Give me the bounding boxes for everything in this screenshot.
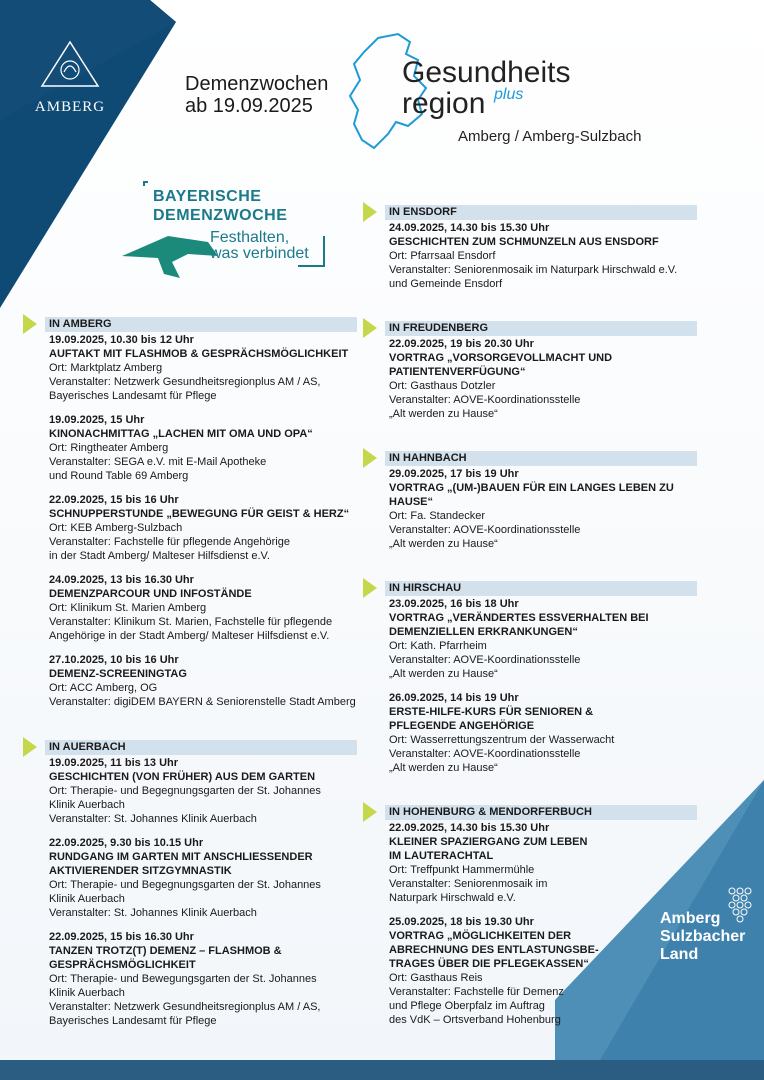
gr-subtitle: Amberg / Amberg-Sulzbach bbox=[458, 128, 642, 145]
event-title: KINONACHMITTAG „LACHEN MIT OMA UND OPA“ bbox=[49, 428, 313, 440]
event-title: ABRECHNUNG DES ENTLASTUNGSBE- bbox=[389, 944, 599, 956]
event-date: 25.09.2025, 18 bis 19.30 Uhr bbox=[389, 916, 534, 928]
event-date: 24.09.2025, 13 bis 16.30 Uhr bbox=[49, 574, 194, 586]
event-detail: Veranstalter: AOVE-Koordinationsstelle bbox=[389, 748, 581, 760]
event-item bbox=[385, 597, 697, 681]
event-detail: Angehörige in der Stadt Amberg/ Malteser Hilfsdienst e.V. bbox=[49, 630, 330, 642]
event-detail: „Alt werden zu Hause“ bbox=[389, 762, 498, 774]
event-detail: Ort: Treffpunkt Hammermühle bbox=[389, 864, 535, 876]
event-date: 19.09.2025, 10.30 bis 12 Uhr bbox=[49, 334, 194, 346]
event-title: PATIENTENVERFÜGUNG“ bbox=[389, 366, 526, 378]
event-detail: Veranstalter: AOVE-Koordinationsstelle bbox=[389, 394, 581, 406]
event-title: ERSTE-HILFE-KURS FÜR SENIOREN & bbox=[389, 706, 594, 718]
amberg-city-name: AMBERG bbox=[34, 99, 106, 115]
event-item bbox=[45, 653, 357, 709]
event-detail: Klinik Auerbach bbox=[49, 893, 125, 905]
headline-line1: Demenzwochen bbox=[185, 73, 329, 95]
event-title: AUFTAKT MIT FLASHMOB & GESPRÄCHSMÖGLICHKEIT bbox=[49, 348, 349, 360]
section-heading: IN AUERBACH bbox=[45, 740, 357, 755]
event-detail: Veranstalter: Seniorenmosaik im bbox=[389, 878, 548, 890]
event-detail: des VdK – Ortsverband Hohenburg bbox=[389, 1014, 561, 1026]
event-detail: Ort: ACC Amberg, OG bbox=[49, 682, 158, 694]
dot-cluster-icon bbox=[724, 885, 754, 925]
amberg-sulzbacher-land-logo bbox=[660, 910, 745, 964]
event-detail: Ort: Ringtheater Amberg bbox=[49, 442, 169, 454]
event-title: RUNDGANG IM GARTEN MIT ANSCHLIESSENDER bbox=[49, 851, 313, 863]
event-detail: Veranstalter: Fachstelle für Demenz bbox=[389, 986, 564, 998]
event-title: IM LAUTERACHTAL bbox=[389, 850, 494, 862]
event-date: 23.09.2025, 16 bis 18 Uhr bbox=[389, 598, 519, 610]
headline bbox=[185, 73, 328, 117]
event-detail: Ort: Therapie- und Begegnungsgarten der St. Johannes bbox=[49, 785, 321, 797]
event-title: GESCHICHTEN ZUM SCHMUNZELN AUS ENSDORF bbox=[389, 236, 659, 248]
event-spacer bbox=[45, 826, 357, 835]
event-detail: Ort: Fa. Standecker bbox=[389, 510, 485, 522]
event-detail: Ort: Wasserrettungszentrum der Wasserwacht bbox=[389, 734, 615, 746]
event-detail: Veranstalter: St. Johannes Klinik Auerbach bbox=[49, 813, 257, 825]
amberg-crest-icon bbox=[40, 40, 100, 88]
event-title: VORTRAG „MÖGLICHKEITEN DER bbox=[389, 930, 572, 942]
headline-line2: ab 19.09.2025 bbox=[185, 95, 313, 117]
section-heading: IN AMBERG bbox=[45, 317, 357, 332]
gr-title-line2: region bbox=[402, 87, 486, 120]
event-title: TANZEN TROTZ(T) DEMENZ – FLASHMOB & bbox=[49, 945, 282, 957]
section-heading: IN HAHNBACH bbox=[385, 451, 697, 466]
event-date: 26.09.2025, 14 bis 19 Uhr bbox=[389, 692, 519, 704]
event-detail: Ort: Gasthaus Dotzler bbox=[389, 380, 496, 392]
event-spacer bbox=[45, 920, 357, 929]
event-detail: Veranstalter: Netzwerk Gesundheitsregionplus AM / AS, bbox=[49, 376, 321, 388]
event-section bbox=[45, 317, 357, 709]
event-spacer bbox=[45, 563, 357, 572]
event-title: KLEINER SPAZIERGANG ZUM LEBEN bbox=[389, 836, 588, 848]
event-title: PFLEGENDE ANGEHÖRIGE bbox=[389, 720, 535, 732]
section-arrow-icon bbox=[363, 202, 377, 222]
event-item bbox=[385, 467, 697, 551]
event-date: 29.09.2025, 17 bis 19 Uhr bbox=[389, 468, 519, 480]
event-item bbox=[45, 493, 357, 563]
event-detail: Veranstalter: AOVE-Koordinationsstelle bbox=[389, 524, 581, 536]
event-detail: und Round Table 69 Amberg bbox=[49, 470, 189, 482]
event-detail: Klinik Auerbach bbox=[49, 799, 125, 811]
event-title: DEMENZIELLEN ERKRANKUNGEN“ bbox=[389, 626, 578, 638]
bdw-line3: Festhalten, bbox=[210, 229, 290, 246]
event-item bbox=[45, 930, 357, 1028]
event-item bbox=[385, 915, 697, 1027]
event-date: 22.09.2025, 15 bis 16 Uhr bbox=[49, 494, 179, 506]
event-detail: Ort: Marktplatz Amberg bbox=[49, 362, 163, 374]
event-detail: und Pflege Oberpfalz im Auftrag bbox=[389, 1000, 545, 1012]
event-spacer bbox=[385, 681, 697, 690]
event-item bbox=[45, 836, 357, 920]
event-item bbox=[45, 756, 357, 826]
section-arrow-icon bbox=[363, 318, 377, 338]
event-title: VORTRAG „VERÄNDERTES ESSVERHALTEN BEI bbox=[389, 612, 649, 624]
event-item bbox=[385, 821, 697, 905]
event-section bbox=[45, 740, 357, 1028]
event-detail: Veranstalter: Netzwerk Gesundheitsregionplus AM / AS, bbox=[49, 1001, 321, 1013]
section-heading: IN HIRSCHAU bbox=[385, 581, 697, 596]
asl-line3: Land bbox=[660, 946, 699, 963]
section-heading: IN FREUDENBERG bbox=[385, 321, 697, 336]
event-section bbox=[385, 581, 697, 775]
event-item bbox=[385, 691, 697, 775]
event-detail: Naturpark Hirschwald e.V. bbox=[389, 892, 516, 904]
bdw-line2: DEMENZWOCHE bbox=[153, 207, 288, 224]
event-item bbox=[45, 573, 357, 643]
event-spacer bbox=[45, 643, 357, 652]
event-detail: in der Stadt Amberg/ Malteser Hilfsdienst e.V. bbox=[49, 550, 270, 562]
bottom-bar bbox=[0, 1060, 764, 1080]
left-column bbox=[45, 317, 357, 1028]
event-date: 22.09.2025, 15 bis 16.30 Uhr bbox=[49, 931, 194, 943]
event-title: VORTRAG „VORSORGEVOLLMACHT UND bbox=[389, 352, 613, 364]
section-arrow-icon bbox=[363, 802, 377, 822]
event-detail: Bayerisches Landesamt für Pflege bbox=[49, 390, 217, 402]
right-column bbox=[385, 205, 697, 1027]
event-detail: Ort: Gasthaus Reis bbox=[389, 972, 483, 984]
event-detail: Klinik Auerbach bbox=[49, 987, 125, 999]
event-title: GESPRÄCHSMÖGLICHKEIT bbox=[49, 959, 196, 971]
event-title: SCHNUPPERSTUNDE „BEWEGUNG FÜR GEIST & HERZ“ bbox=[49, 508, 350, 520]
event-detail: und Gemeinde Ensdorf bbox=[389, 278, 503, 290]
event-date: 19.09.2025, 11 bis 13 Uhr bbox=[49, 757, 179, 769]
event-section bbox=[385, 321, 697, 421]
event-date: 22.09.2025, 14.30 bis 15.30 Uhr bbox=[389, 822, 550, 834]
section-arrow-icon bbox=[23, 737, 37, 757]
event-detail: Ort: Kath. Pfarrheim bbox=[389, 640, 487, 652]
event-detail: Ort: Therapie- und Bewegungsgarten der St. Johannes bbox=[49, 973, 317, 985]
event-detail: Veranstalter: Klinikum St. Marien, Fachstelle für pflegende bbox=[49, 616, 333, 628]
event-date: 22.09.2025, 19 bis 20.30 Uhr bbox=[389, 338, 534, 350]
event-detail: Veranstalter: Seniorenmosaik im Naturpark Hirschwald e.V. bbox=[389, 264, 678, 276]
event-date: 19.09.2025, 15 Uhr bbox=[49, 414, 145, 426]
event-title: TRAGES ÜBER DIE PFLEGEKASSEN“ bbox=[389, 958, 589, 970]
event-section bbox=[385, 205, 697, 291]
asl-line1: Amberg bbox=[660, 910, 721, 927]
section-heading: IN ENSDORF bbox=[385, 205, 697, 220]
event-detail: Ort: KEB Amberg-Sulzbach bbox=[49, 522, 183, 534]
event-detail: „Alt werden zu Hause“ bbox=[389, 538, 498, 550]
event-detail: Veranstalter: digiDEM BAYERN & Seniorenstelle Stadt Amberg bbox=[49, 696, 356, 708]
event-date: 27.10.2025, 10 bis 16 Uhr bbox=[49, 654, 179, 666]
event-title: AKTIVIERENDER SITZGYMNASTIK bbox=[49, 865, 232, 877]
event-title: VORTRAG „(UM-)BAUEN FÜR EIN LANGES LEBEN ZU HAUSE“ bbox=[389, 482, 674, 508]
event-spacer bbox=[45, 483, 357, 492]
event-title: DEMENZPARCOUR UND INFOSTÄNDE bbox=[49, 588, 252, 600]
event-title: GESCHICHTEN (VON FRÜHER) AUS DEM GARTEN bbox=[49, 771, 316, 783]
amberg-logo bbox=[30, 40, 110, 116]
event-spacer bbox=[45, 403, 357, 412]
gr-plus: plus bbox=[494, 86, 524, 103]
event-detail: Veranstalter: Fachstelle für pflegende Angehörige bbox=[49, 536, 290, 548]
section-arrow-icon bbox=[363, 578, 377, 598]
asl-line2: Sulzbacher bbox=[660, 928, 746, 945]
section-arrow-icon bbox=[23, 314, 37, 334]
section-arrow-icon bbox=[363, 448, 377, 468]
event-detail: Bayerisches Landesamt für Pflege bbox=[49, 1015, 217, 1027]
event-title: DEMENZ-SCREENINGTAG bbox=[49, 668, 187, 680]
event-date: 24.09.2025, 14.30 bis 15.30 Uhr bbox=[389, 222, 550, 234]
event-section bbox=[385, 451, 697, 551]
event-item bbox=[45, 413, 357, 483]
gr-title-line1: Gesundheits bbox=[402, 56, 571, 89]
bdw-line4: was verbindet bbox=[210, 245, 309, 262]
bdw-line1: BAYERISCHE bbox=[153, 188, 262, 205]
event-detail: Ort: Pfarrsaal Ensdorf bbox=[389, 250, 496, 262]
event-detail: Veranstalter: SEGA e.V. mit E-Mail Apotheke bbox=[49, 456, 267, 468]
event-detail: Veranstalter: St. Johannes Klinik Auerbach bbox=[49, 907, 257, 919]
section-heading: IN HOHENBURG & MENDORFERBUCH bbox=[385, 805, 697, 820]
event-spacer bbox=[385, 905, 697, 914]
event-detail: Veranstalter: AOVE-Koordinationsstelle bbox=[389, 654, 581, 666]
event-item bbox=[45, 333, 357, 403]
event-item bbox=[385, 337, 697, 421]
event-detail: „Alt werden zu Hause“ bbox=[389, 668, 498, 680]
event-detail: Ort: Klinikum St. Marien Amberg bbox=[49, 602, 207, 614]
event-detail: „Alt werden zu Hause“ bbox=[389, 408, 498, 420]
event-item bbox=[385, 221, 697, 291]
event-section bbox=[385, 805, 697, 1027]
event-date: 22.09.2025, 9.30 bis 10.15 Uhr bbox=[49, 837, 204, 849]
event-detail: Ort: Therapie- und Begegnungsgarten der St. Johannes bbox=[49, 879, 321, 891]
